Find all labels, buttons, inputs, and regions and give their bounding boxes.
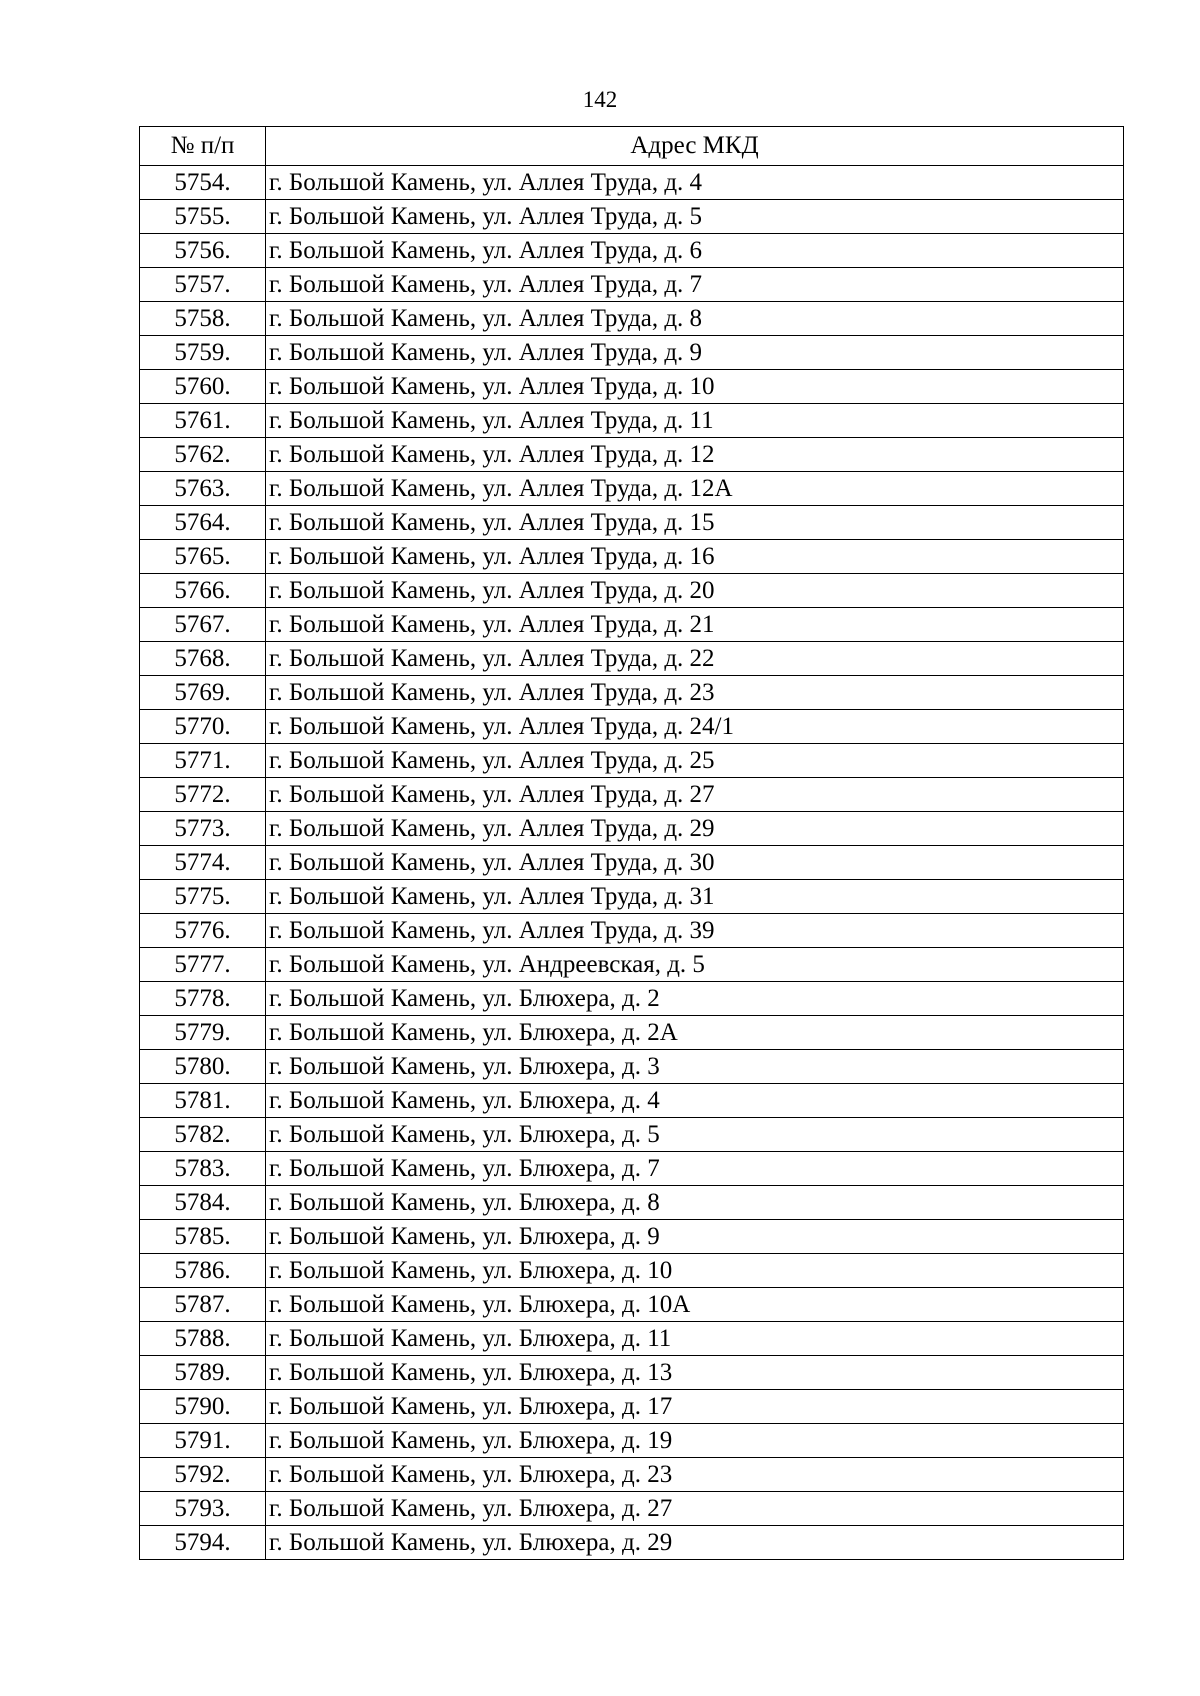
row-number: 5773. — [140, 812, 266, 846]
row-number: 5774. — [140, 846, 266, 880]
table-row — [140, 1016, 1124, 1050]
row-address: г. Большой Камень, ул. Аллея Труда, д. 7 — [266, 268, 1124, 302]
table-row — [140, 404, 1124, 438]
row-number: 5776. — [140, 914, 266, 948]
table-row — [140, 1458, 1124, 1492]
table-row — [140, 1084, 1124, 1118]
table-row — [140, 982, 1124, 1016]
row-address: г. Большой Камень, ул. Аллея Труда, д. 6 — [266, 234, 1124, 268]
table-row — [140, 506, 1124, 540]
row-number: 5792. — [140, 1458, 266, 1492]
table-row — [140, 846, 1124, 880]
row-number: 5790. — [140, 1390, 266, 1424]
row-address: г. Большой Камень, ул. Аллея Труда, д. 31 — [266, 880, 1124, 914]
table-row — [140, 234, 1124, 268]
table-row — [140, 268, 1124, 302]
table-row — [140, 1118, 1124, 1152]
row-address: г. Большой Камень, ул. Аллея Труда, д. 16 — [266, 540, 1124, 574]
row-number: 5769. — [140, 676, 266, 710]
row-number: 5757. — [140, 268, 266, 302]
table-row — [140, 1390, 1124, 1424]
table-row — [140, 744, 1124, 778]
row-number: 5758. — [140, 302, 266, 336]
row-number: 5761. — [140, 404, 266, 438]
table-row — [140, 574, 1124, 608]
row-number: 5767. — [140, 608, 266, 642]
row-number: 5764. — [140, 506, 266, 540]
table-row — [140, 166, 1124, 200]
row-address: г. Большой Камень, ул. Аллея Труда, д. 15 — [266, 506, 1124, 540]
row-address: г. Большой Камень, ул. Аллея Труда, д. 9 — [266, 336, 1124, 370]
row-address: г. Большой Камень, ул. Блюхера, д. 29 — [266, 1526, 1124, 1560]
row-address: г. Большой Камень, ул. Блюхера, д. 9 — [266, 1220, 1124, 1254]
row-address: г. Большой Камень, ул. Аллея Труда, д. 5 — [266, 200, 1124, 234]
row-address: г. Большой Камень, ул. Аллея Труда, д. 27 — [266, 778, 1124, 812]
row-number: 5782. — [140, 1118, 266, 1152]
table-row — [140, 676, 1124, 710]
row-number: 5788. — [140, 1322, 266, 1356]
row-address: г. Большой Камень, ул. Блюхера, д. 23 — [266, 1458, 1124, 1492]
row-address: г. Большой Камень, ул. Аллея Труда, д. 8 — [266, 302, 1124, 336]
row-address: г. Большой Камень, ул. Блюхера, д. 19 — [266, 1424, 1124, 1458]
row-address: г. Большой Камень, ул. Аллея Труда, д. 24/1 — [266, 710, 1124, 744]
table-row — [140, 1288, 1124, 1322]
table-row — [140, 540, 1124, 574]
row-address: г. Большой Камень, ул. Блюхера, д. 3 — [266, 1050, 1124, 1084]
table-row — [140, 608, 1124, 642]
row-number: 5789. — [140, 1356, 266, 1390]
row-address: г. Большой Камень, ул. Аллея Труда, д. 29 — [266, 812, 1124, 846]
row-address: г. Большой Камень, ул. Блюхера, д. 8 — [266, 1186, 1124, 1220]
row-address: г. Большой Камень, ул. Аллея Труда, д. 39 — [266, 914, 1124, 948]
column-header-number: № п/п — [140, 127, 266, 166]
row-number: 5791. — [140, 1424, 266, 1458]
row-address: г. Большой Камень, ул. Аллея Труда, д. 11 — [266, 404, 1124, 438]
row-number: 5778. — [140, 982, 266, 1016]
page-number: 142 — [582, 87, 618, 112]
table-row — [140, 710, 1124, 744]
row-number: 5754. — [140, 166, 266, 200]
row-address: г. Большой Камень, ул. Аллея Труда, д. 23 — [266, 676, 1124, 710]
table-row — [140, 1356, 1124, 1390]
row-address: г. Большой Камень, ул. Аллея Труда, д. 20 — [266, 574, 1124, 608]
table-header-row — [140, 127, 1124, 166]
row-address: г. Большой Камень, ул. Блюхера, д. 27 — [266, 1492, 1124, 1526]
row-number: 5765. — [140, 540, 266, 574]
row-number: 5763. — [140, 472, 266, 506]
row-address: г. Большой Камень, ул. Аллея Труда, д. 10 — [266, 370, 1124, 404]
row-address: г. Большой Камень, ул. Аллея Труда, д. 25 — [266, 744, 1124, 778]
row-address: г. Большой Камень, ул. Блюхера, д. 11 — [266, 1322, 1124, 1356]
column-header-address: Адрес МКД — [266, 127, 1124, 166]
row-number: 5762. — [140, 438, 266, 472]
row-address: г. Большой Камень, ул. Аллея Труда, д. 30 — [266, 846, 1124, 880]
address-table — [139, 126, 1124, 1560]
table-row — [140, 1220, 1124, 1254]
row-address: г. Большой Камень, ул. Аллея Труда, д. 12 — [266, 438, 1124, 472]
row-number: 5794. — [140, 1526, 266, 1560]
table-row — [140, 1492, 1124, 1526]
row-number: 5766. — [140, 574, 266, 608]
table-row — [140, 948, 1124, 982]
row-number: 5787. — [140, 1288, 266, 1322]
row-number: 5784. — [140, 1186, 266, 1220]
row-address: г. Большой Камень, ул. Аллея Труда, д. 4 — [266, 166, 1124, 200]
table-row — [140, 302, 1124, 336]
table-row — [140, 880, 1124, 914]
table-row — [140, 438, 1124, 472]
row-address: г. Большой Камень, ул. Блюхера, д. 13 — [266, 1356, 1124, 1390]
table-body — [140, 166, 1124, 1560]
table-row — [140, 1424, 1124, 1458]
row-number: 5771. — [140, 744, 266, 778]
table-row — [140, 778, 1124, 812]
row-address: г. Большой Камень, ул. Андреевская, д. 5 — [266, 948, 1124, 982]
row-number: 5777. — [140, 948, 266, 982]
row-address: г. Большой Камень, ул. Аллея Труда, д. 21 — [266, 608, 1124, 642]
row-number: 5785. — [140, 1220, 266, 1254]
row-address: г. Большой Камень, ул. Аллея Труда, д. 12А — [266, 472, 1124, 506]
row-number: 5779. — [140, 1016, 266, 1050]
row-number: 5759. — [140, 336, 266, 370]
row-number: 5768. — [140, 642, 266, 676]
table-row — [140, 1152, 1124, 1186]
row-number: 5783. — [140, 1152, 266, 1186]
row-address: г. Большой Камень, ул. Блюхера, д. 10А — [266, 1288, 1124, 1322]
row-address: г. Большой Камень, ул. Блюхера, д. 2 — [266, 982, 1124, 1016]
table-row — [140, 1186, 1124, 1220]
table-row — [140, 1050, 1124, 1084]
table-row — [140, 1254, 1124, 1288]
table-row — [140, 642, 1124, 676]
row-number: 5786. — [140, 1254, 266, 1288]
row-number: 5780. — [140, 1050, 266, 1084]
row-address: г. Большой Камень, ул. Блюхера, д. 5 — [266, 1118, 1124, 1152]
row-number: 5760. — [140, 370, 266, 404]
row-address: г. Большой Камень, ул. Блюхера, д. 10 — [266, 1254, 1124, 1288]
table-row — [140, 1322, 1124, 1356]
row-number: 5781. — [140, 1084, 266, 1118]
table-row — [140, 200, 1124, 234]
table-row — [140, 336, 1124, 370]
table-row — [140, 370, 1124, 404]
row-address: г. Большой Камень, ул. Блюхера, д. 7 — [266, 1152, 1124, 1186]
row-number: 5793. — [140, 1492, 266, 1526]
table-row — [140, 914, 1124, 948]
row-number: 5770. — [140, 710, 266, 744]
row-address: г. Большой Камень, ул. Блюхера, д. 2А — [266, 1016, 1124, 1050]
row-number: 5756. — [140, 234, 266, 268]
table-row — [140, 812, 1124, 846]
table-row — [140, 472, 1124, 506]
row-address: г. Большой Камень, ул. Аллея Труда, д. 22 — [266, 642, 1124, 676]
row-address: г. Большой Камень, ул. Блюхера, д. 4 — [266, 1084, 1124, 1118]
row-number: 5755. — [140, 200, 266, 234]
row-number: 5772. — [140, 778, 266, 812]
row-number: 5775. — [140, 880, 266, 914]
row-address: г. Большой Камень, ул. Блюхера, д. 17 — [266, 1390, 1124, 1424]
table-row — [140, 1526, 1124, 1560]
